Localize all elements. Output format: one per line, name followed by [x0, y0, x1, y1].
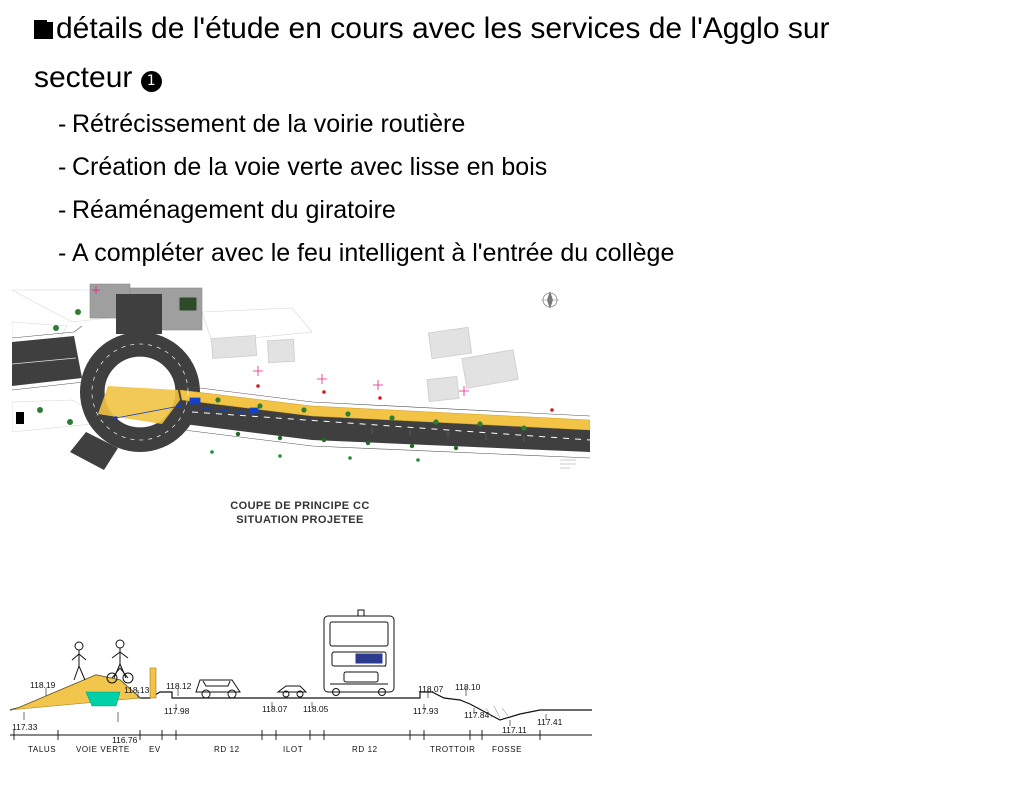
list-item-label: Rétrécissement de la voirie routière [72, 110, 466, 138]
pedestrian-icon [72, 642, 86, 680]
dash-icon: - [58, 110, 67, 138]
level-label: 118.12 [166, 681, 192, 691]
bullet-list [58, 103, 998, 275]
list-item-label: Création de la voie verte avec lisse en bois [72, 153, 548, 181]
level-label: 117.98 [164, 706, 190, 716]
zone-label: EV [149, 745, 161, 754]
list-item [58, 232, 998, 275]
title-line-2 [34, 53, 1014, 102]
level-label: 118.13 [124, 685, 150, 695]
wooden-rail-post-icon [150, 668, 156, 698]
zone-label: RD 12 [352, 745, 378, 754]
zone-label: FOSSE [492, 745, 523, 754]
plan-edge-marker [16, 412, 24, 424]
level-label: 117.11 [502, 725, 527, 735]
cross-section-drawing [0, 580, 600, 770]
zone-label: VOIE VERTE [76, 745, 130, 754]
title-line-1 [34, 4, 1014, 53]
list-item [58, 103, 998, 146]
section-caption-line-2: SITUATION PROJETEE [236, 514, 364, 526]
title-text-2: secteur [34, 61, 133, 94]
level-label: 118.05 [303, 704, 329, 714]
list-item [58, 189, 998, 232]
dash-icon: - [58, 153, 67, 181]
level-label: 118.07 [418, 684, 444, 694]
cyclist-icon [107, 640, 133, 683]
island-object-icon [278, 686, 306, 697]
roundabout-plan-drawing [12, 282, 590, 482]
list-item-label: Réaménagement du giratoire [72, 196, 396, 224]
list-item [58, 146, 998, 189]
car-icon [196, 680, 240, 698]
level-label: 117.93 [413, 706, 439, 716]
dash-icon: - [58, 196, 67, 224]
zone-label: TROTTOIR [430, 745, 476, 754]
level-label: 117.33 [12, 722, 38, 732]
cross-section-svg [0, 580, 600, 770]
dash-icon: - [58, 239, 67, 267]
list-item-label: A compléter avec le feu intelligent à l'entrée du collège [72, 239, 675, 267]
level-label: 118.19 [30, 680, 56, 690]
plan-svg [12, 282, 590, 482]
level-label: 116.76 [112, 735, 138, 745]
square-bullet-icon [34, 20, 53, 39]
zone-label: ILOT [283, 745, 304, 754]
circled-number-icon: 1 [141, 71, 162, 92]
level-label: 118.07 [262, 704, 288, 714]
level-label: 117.84 [464, 710, 490, 720]
title-text-1: détails de l'étude en cours avec les services de l'Agglo sur [56, 12, 830, 45]
page-title [34, 4, 1014, 102]
section-caption-line-1: COUPE DE PRINCIPE CC [230, 500, 370, 512]
level-label: 117.41 [537, 717, 563, 727]
zone-label: TALUS [28, 745, 57, 754]
zone-label: RD 12 [214, 745, 240, 754]
bus-icon [324, 610, 394, 696]
level-label: 118.10 [455, 682, 481, 692]
